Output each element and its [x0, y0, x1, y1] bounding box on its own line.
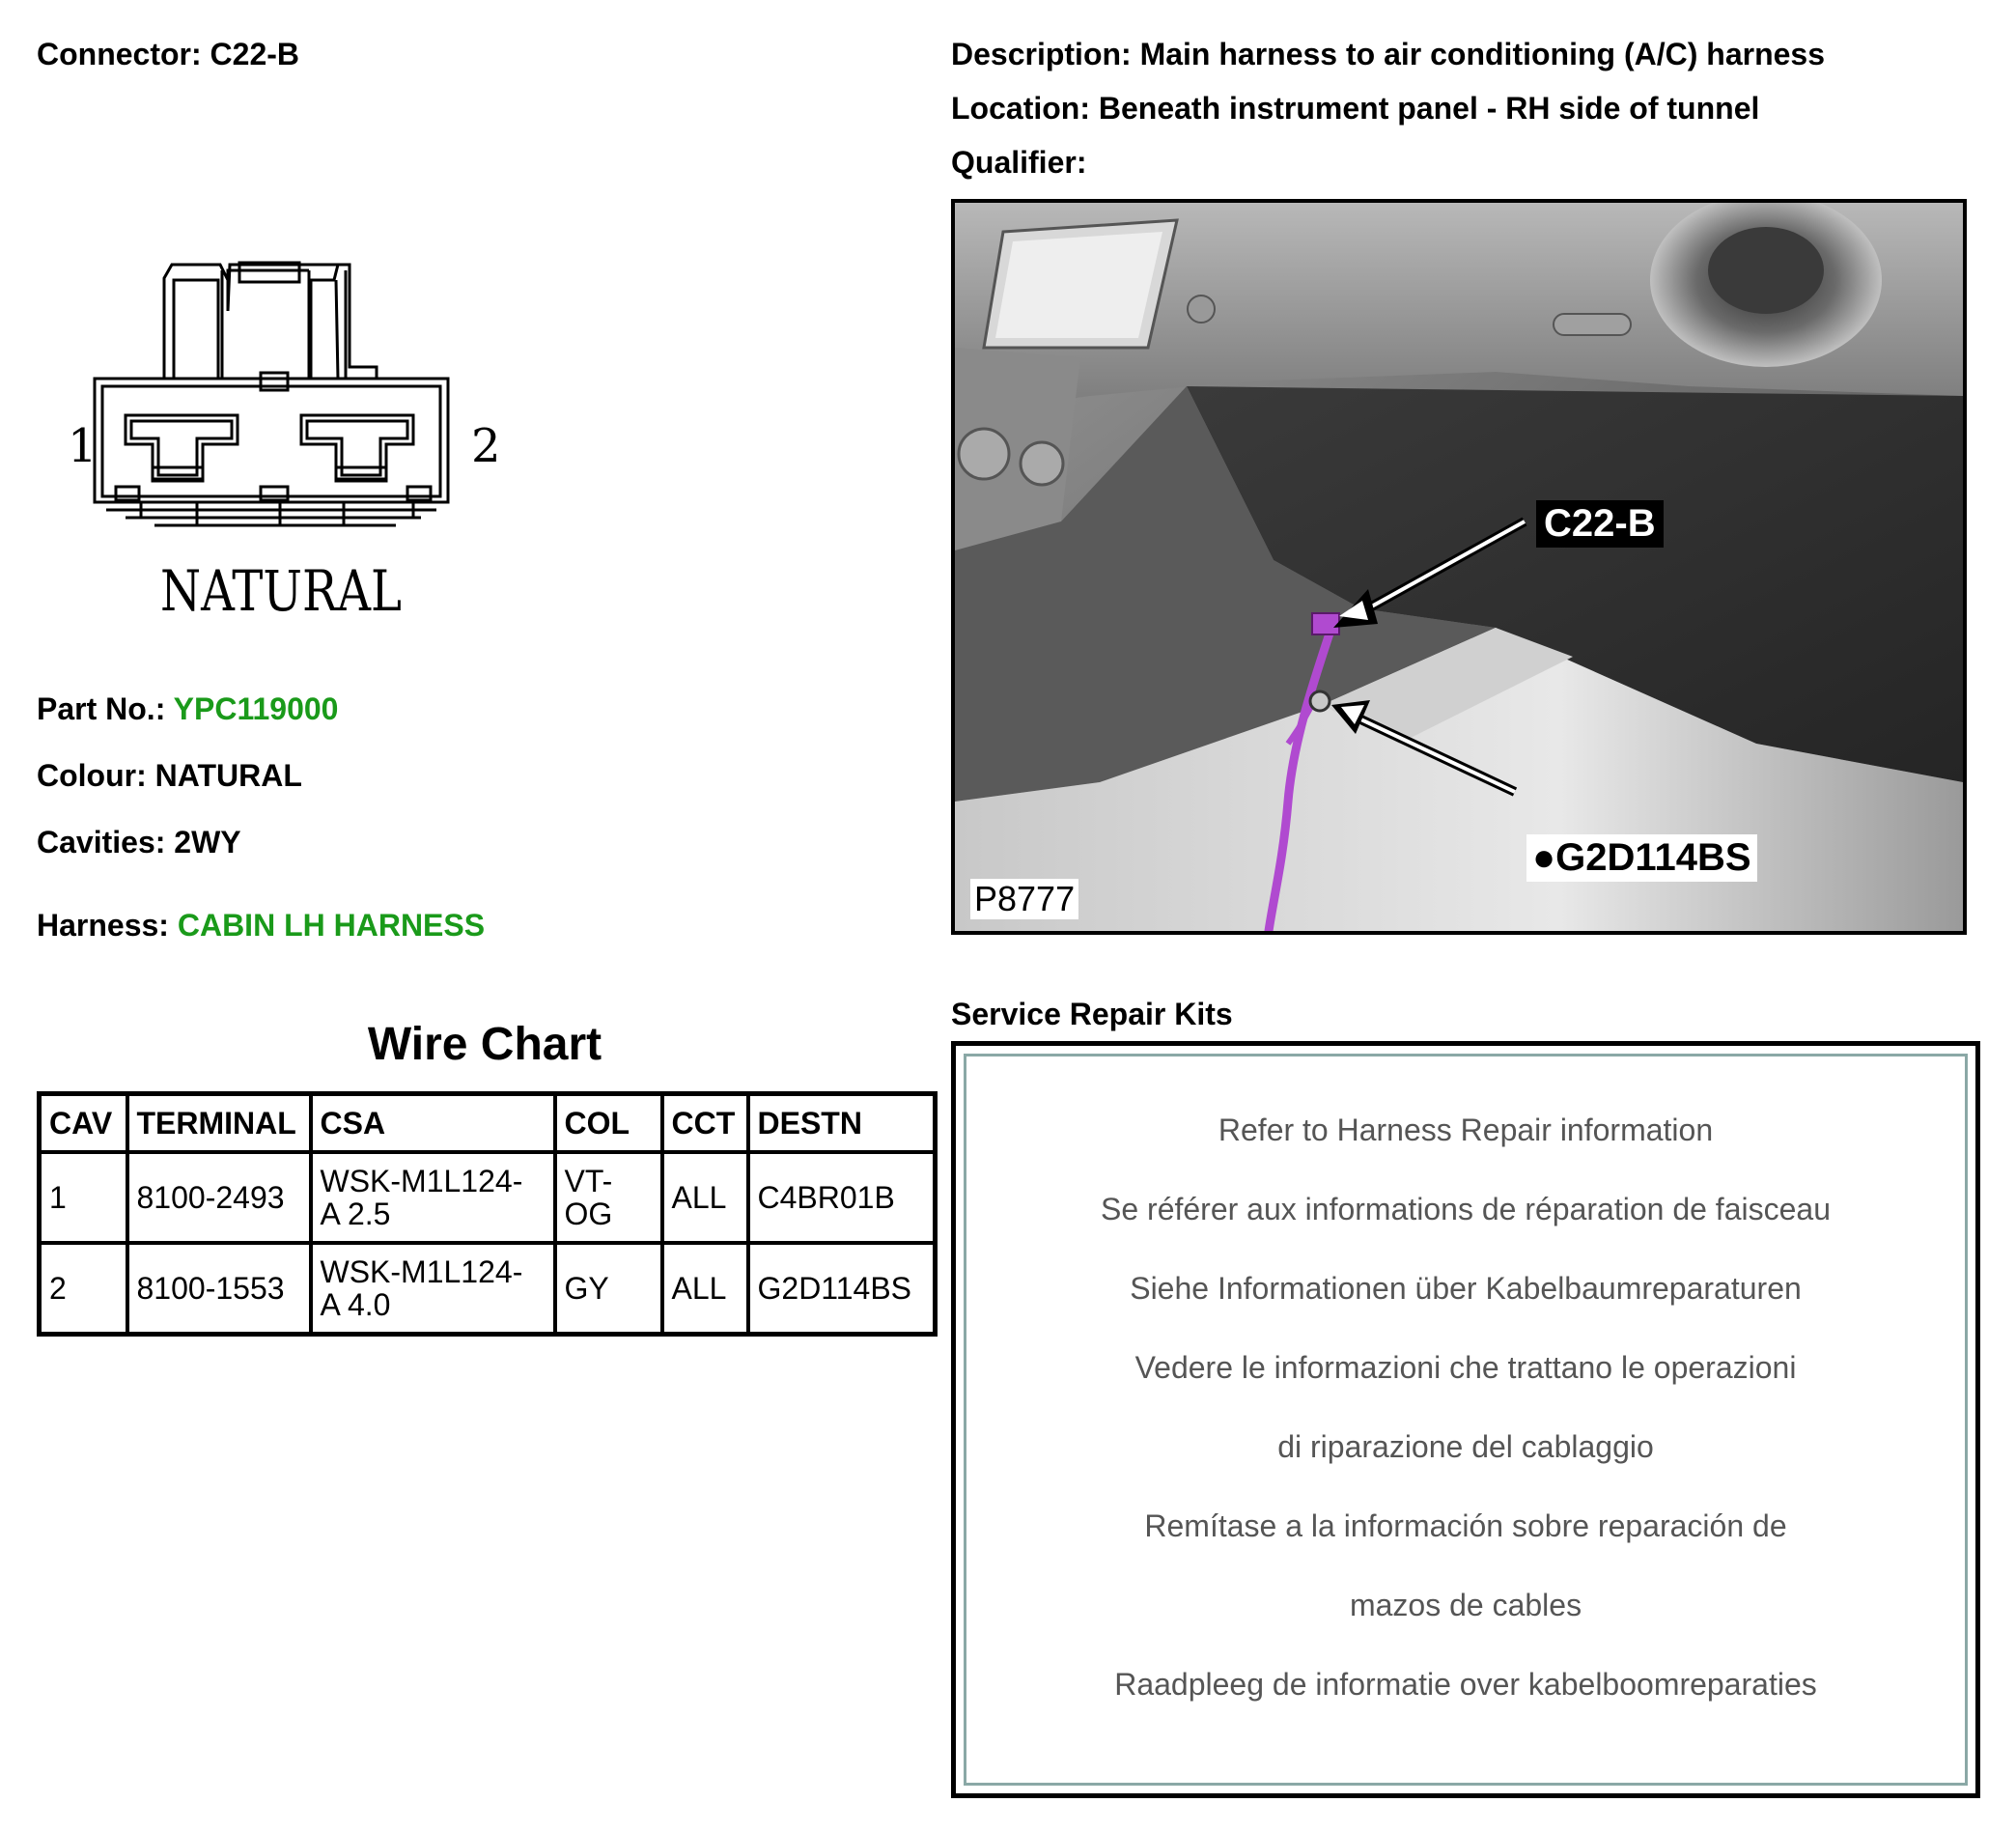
- connector-colour-text: NATURAL: [160, 558, 402, 624]
- ground-bolt: [1310, 691, 1330, 711]
- cavities-label: Cavities:: [37, 825, 166, 859]
- wire-chart-title: Wire Chart: [367, 1019, 602, 1070]
- cell-col: [555, 1243, 662, 1334]
- cell-col-line2: OG: [564, 1197, 613, 1231]
- harness-label: Harness:: [37, 908, 169, 943]
- cell-csa-line2: A 4.0: [320, 1286, 391, 1322]
- description-value: Main harness to air conditioning (A/C) harness: [1139, 37, 1825, 71]
- connector-label: Connector:: [37, 37, 202, 71]
- location-value: Beneath instrument panel - RH side of tunnel: [1098, 91, 1760, 126]
- harness-line: [37, 908, 485, 944]
- table-row: [40, 1243, 936, 1334]
- location-photo: [951, 199, 1967, 935]
- service-repair-kits-title: Service Repair Kits: [951, 997, 1233, 1031]
- part-number-line: [37, 691, 338, 727]
- photo-id-label: P8777: [970, 879, 1078, 919]
- harness-link[interactable]: CABIN LH HARNESS: [177, 908, 486, 943]
- description-line: [951, 37, 1825, 72]
- location-label: Location:: [951, 91, 1090, 126]
- kit-line: Vedere le informazioni che trattano le operazioni: [1134, 1350, 1797, 1385]
- cell-col: [555, 1152, 662, 1243]
- callout-ground-label: ●G2D114BS: [1526, 834, 1757, 882]
- callout-connector-label: C22-B: [1536, 500, 1664, 548]
- cell-col-line1: VT-: [564, 1164, 613, 1198]
- kit-line: Refer to Harness Repair information: [1218, 1113, 1714, 1147]
- cell-csa-line2: A 2.5: [320, 1197, 391, 1231]
- cell-cav: 1: [40, 1152, 127, 1243]
- kit-line: di riparazione del cablaggio: [1277, 1429, 1654, 1464]
- part-number-link[interactable]: YPC119000: [173, 691, 339, 726]
- cell-csa: [311, 1152, 555, 1243]
- pin-label-1: 1: [68, 419, 98, 473]
- part-label: Part No.:: [37, 691, 166, 726]
- header-terminal: TERMINAL: [127, 1094, 311, 1153]
- cell-csa: [311, 1243, 555, 1334]
- header-csa: CSA: [311, 1094, 555, 1153]
- pin-label-2: 2: [471, 419, 501, 473]
- connector-line: [37, 37, 299, 72]
- cell-cct: ALL: [662, 1152, 748, 1243]
- colour-label: Colour:: [37, 758, 147, 793]
- header-col: COL: [555, 1094, 662, 1153]
- service-repair-kits-box: [951, 1041, 1980, 1798]
- connector-face-diagram: [48, 241, 521, 628]
- cavities-line: [37, 825, 241, 860]
- table-header-row: [40, 1094, 936, 1153]
- location-line: [951, 91, 1759, 127]
- harness-connector-c22b: [1312, 613, 1339, 634]
- description-label: Description:: [951, 37, 1132, 71]
- cell-destn-link[interactable]: G2D114BS: [748, 1243, 936, 1334]
- cell-csa-line1: WSK-M1L124-: [320, 1164, 523, 1198]
- location-photo-illustration: [955, 203, 1963, 931]
- cell-cct: ALL: [662, 1243, 748, 1334]
- header-destn: DESTN: [748, 1094, 936, 1153]
- service-repair-kits-inner: [964, 1054, 1968, 1786]
- header-cct: CCT: [662, 1094, 748, 1153]
- cell-cav: 2: [40, 1243, 127, 1334]
- cell-col-line1: GY: [564, 1270, 609, 1306]
- qualifier-line: [951, 145, 1086, 181]
- colour-line: [37, 758, 302, 794]
- connector-value: C22-B: [210, 37, 300, 71]
- cell-terminal: 8100-2493: [127, 1152, 311, 1243]
- cell-destn-link[interactable]: C4BR01B: [748, 1152, 936, 1243]
- kit-line: Raadpleeg de informatie over kabelboomreparaties: [1114, 1667, 1817, 1702]
- cavities-value: 2WY: [174, 825, 241, 859]
- kit-line: mazos de cables: [1349, 1588, 1582, 1622]
- colour-value: NATURAL: [154, 758, 302, 793]
- table-row: [40, 1152, 936, 1243]
- cell-csa-line1: WSK-M1L124-: [320, 1254, 523, 1289]
- kit-line: Siehe Informationen über Kabelbaumreparaturen: [1130, 1271, 1802, 1306]
- wire-chart-table: [37, 1091, 938, 1337]
- kit-line: Remítase a la información sobre reparación de: [1144, 1508, 1787, 1543]
- qualifier-label: Qualifier:: [951, 145, 1087, 180]
- header-cav: CAV: [40, 1094, 127, 1153]
- cell-terminal: 8100-1553: [127, 1243, 311, 1334]
- kit-line: Se référer aux informations de réparation de faisceau: [1101, 1192, 1831, 1226]
